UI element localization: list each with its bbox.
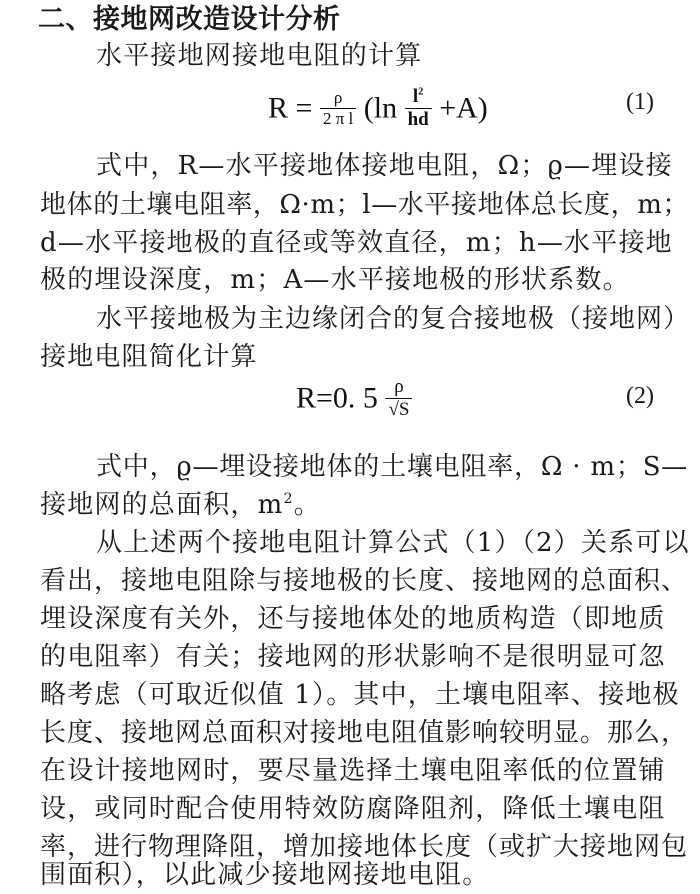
formula-1-ln-numerator [405, 86, 432, 109]
para2-line-2: 接地电阻简化计算 [40, 342, 258, 372]
para2-line-1: 水平接地极为主边缘闭合的复合接地极（接地网） [96, 304, 691, 334]
where2-line-2-sup: 2 [283, 491, 294, 507]
formula-2-fraction [385, 376, 412, 421]
formula-1-ln-fraction [405, 86, 432, 131]
formula-1-ln-num-base: l [412, 86, 419, 107]
formula-1-ln-denominator: hd [407, 109, 429, 130]
where2-line-2 [40, 487, 321, 523]
where2-line-2-suffix: 。 [293, 490, 321, 520]
para3-line-9: 率，进行物理降阻，增加接地体长度（或扩大接地网包 [40, 832, 689, 862]
where2-line-2-text: 接地网的总面积，m [40, 490, 284, 520]
para3-line-4: 的电阻率）有关；接地网的形状影响不是很明显可忽 [40, 642, 666, 672]
formula-2-denominator: √S [388, 399, 410, 420]
para3-line-10: 围面积），以此减少接地网接地电阻。 [40, 860, 490, 890]
intro-line: 水平接地网接地电阻的计算 [96, 41, 423, 71]
formula-2 [296, 376, 412, 421]
formula-1-tail: +A) [439, 91, 488, 125]
para3-line-8: 设，或同时配合使用特效防腐降阻剂，降低土壤电阻 [40, 794, 666, 824]
formula-1-ln-num-sup: 2 [418, 86, 424, 98]
formula-1-fraction [320, 88, 356, 129]
formula-2-lhs: R=0. 5 [296, 381, 378, 415]
formula-1 [268, 86, 488, 131]
where1-line-4: 极的埋设深度，m；A—水平接地极的形状系数。 [40, 265, 630, 295]
where1-line-2: 地体的土壤电阻率，Ω·m；l—水平接地体总长度，m； [40, 190, 690, 220]
para3-line-5: 略考虑（可取近似值 1）。其中，土壤电阻率、接地极 [40, 680, 680, 710]
where1-line-3: d—水平接地极的直径或等效直径，m；h—水平接地 [40, 228, 673, 258]
para3-line-3: 埋设深度有关外，还与接地体处的地质构造（即地质 [40, 604, 666, 634]
formula-1-denominator: 2 π l [322, 109, 354, 128]
formula-2-numerator: ρ [385, 376, 412, 399]
para3-line-2: 看出，接地电阻除与接地极的长度、接地网的总面积、 [40, 566, 689, 596]
where1-line-1: 式中，R—水平接地体接地电阻，Ω；ϱ—埋设接 [96, 151, 673, 181]
section-heading: 二、接地网改造设计分析 [38, 4, 341, 35]
formula-1-numerator: ρ [320, 88, 356, 109]
where2-line-1: 式中，ϱ—埋设接地体的土壤电阻率，Ω · m；S— [96, 452, 689, 482]
formula-1-ln-open: (ln [363, 91, 398, 125]
para3-line-7: 在设计接地网时，要尽量选择土壤电阻率低的位置铺 [40, 756, 666, 786]
equation-number-1: (1) [626, 89, 654, 115]
equation-number-2: (2) [626, 383, 654, 409]
para3-line-1: 从上述两个接地电阻计算公式（1）（2）关系可以 [96, 528, 690, 558]
para3-line-6: 长度、接地网总面积对接地电阻值影响较明显。那么， [40, 718, 689, 748]
formula-1-lhs: R = [268, 91, 313, 125]
